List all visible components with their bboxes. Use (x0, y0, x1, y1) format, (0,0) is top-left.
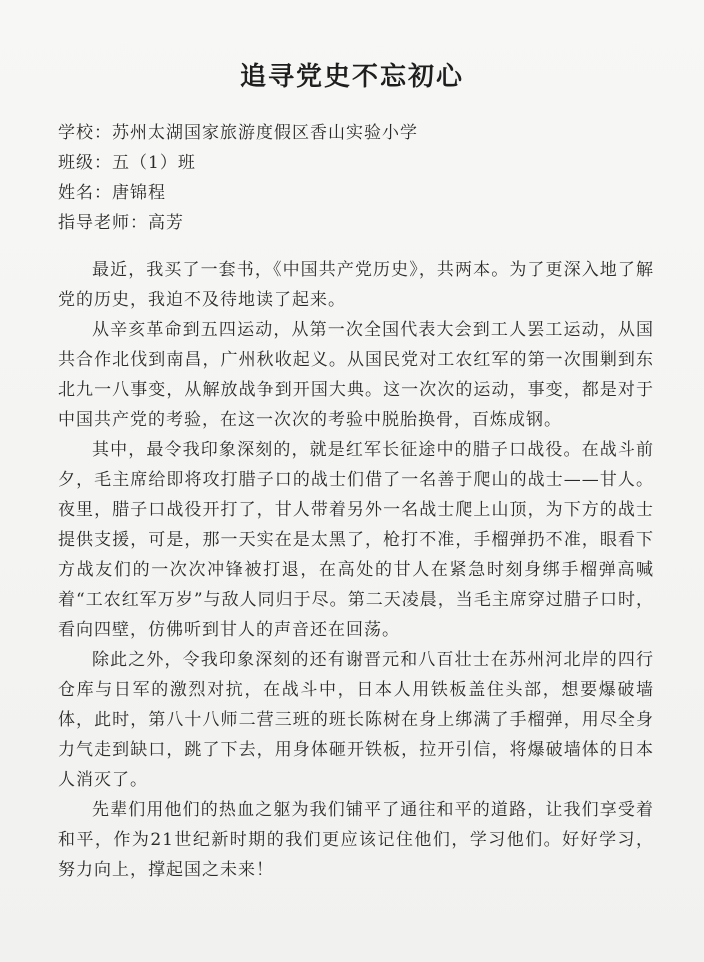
teacher-line: 指导老师：高芳 (58, 213, 184, 233)
document-title: 追寻党史不忘初心 (239, 62, 464, 92)
paragraph: 从辛亥革命到五四运动，从第一次全国代表大会到工人罢工运动，从国共合作北伐到南昌，广州秋收起义。从国民党对工农红军的第一次围剿到东北九一八事变，从解放战争到开国大典。这一次次的运动，事变，都是对于中国共产党的考验，在这一次次的考验中脱胎换骨，百炼成钢。 (58, 320, 654, 430)
paragraph: 除此之外，令我印象深刻的还有谢晋元和八百壮士在苏州河北岸的四行仓库与日军的激烈对抗，在战斗中，日本人用铁板盖住头部，想要爆破墙体，此时，第八十八师二营三班的班长陈树在身上绑满了手榴弹，用尽全身力气走到缺口，跳了下去，用身体砸开铁板，拉开引信，将爆破墙体的日本人消灭了。 (58, 650, 654, 790)
name-line: 姓名：唐锦程 (58, 183, 166, 203)
essay-body (58, 255, 654, 885)
paragraph: 其中，最令我印象深刻的，就是红军长征途中的腊子口战役。在战斗前夕，毛主席给即将攻打腊子口的战士们借了一名善于爬山的战士——甘人。夜里，腊子口战役开打了，甘人带着另外一名战士爬上山顶，为下方的战士提供支援，可是，那一天实在是太黑了，枪打不准，手榴弹扔不准，眼看下方战友们的一次次冲锋被打退，在高处的甘人在紧急时刻身绑手榴弹高喊着“工农红军万岁”与敌人同归于尽。第二天凌晨，当毛主席穿过腊子口时，看向四壁，仿佛听到甘人的声音还在回荡。 (58, 440, 654, 640)
paragraph: 先辈们用他们的热血之躯为我们铺平了通往和平的道路，让我们享受着和平，作为21世纪新时期的我们更应该记住他们，学习他们。好好学习，努力向上，撑起国之未来！ (58, 800, 654, 880)
author-info (58, 118, 658, 238)
paragraph: 最近，我买了一套书，《中国共产党历史》，共两本。为了更深入地了解党的历史，我迫不及待地读了起来。 (58, 260, 654, 310)
school-line: 学校：苏州太湖国家旅游度假区香山实验小学 (58, 123, 418, 143)
class-line: 班级：五（1）班 (58, 153, 196, 173)
